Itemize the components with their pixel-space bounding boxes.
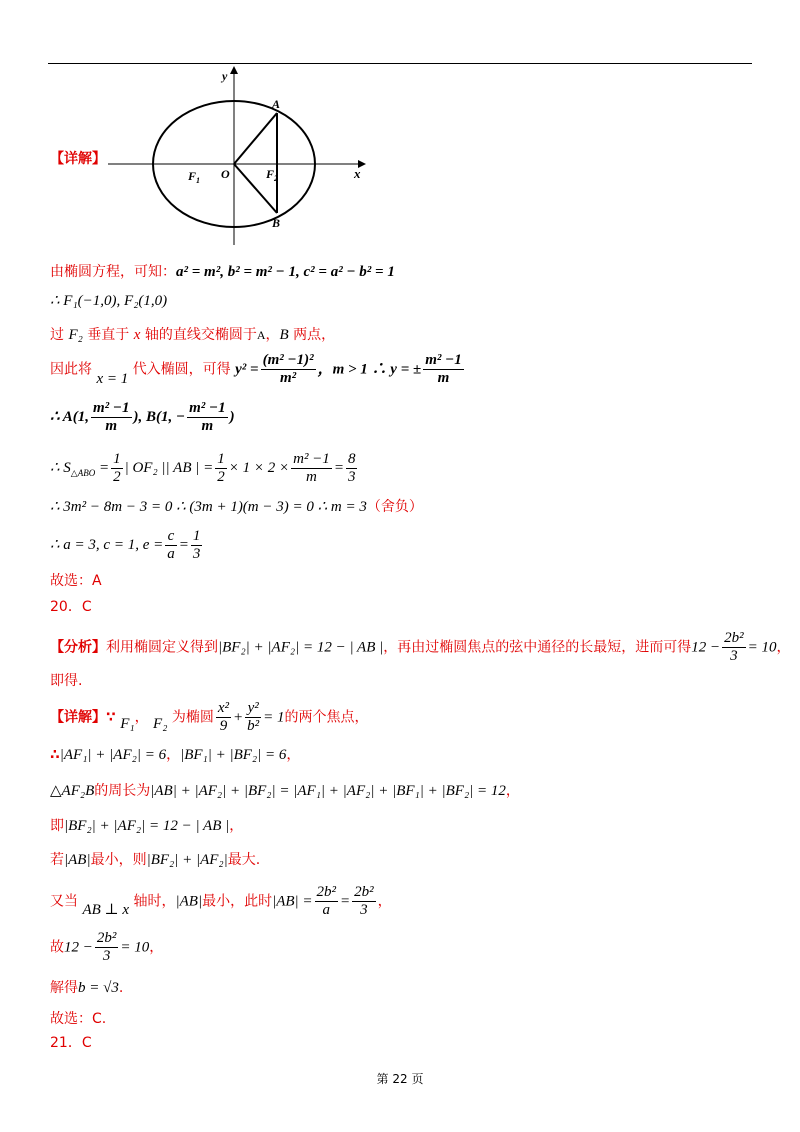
q20-a-text-b: ，再由过椭圆焦点的弦中通径的长最短，进而可得 xyxy=(383,639,692,656)
q20-detail-line-3 xyxy=(50,780,520,800)
q20-d1-frac1: $\frac{\text{x²}}{9}$ xyxy=(217,700,230,734)
q21-number: 21．C xyxy=(50,1035,92,1051)
q19-l5-b: ), B(1, − xyxy=(133,408,186,425)
q19-l4-cond: ，m > 1 ∴ y = ± xyxy=(317,361,422,378)
q19-l6-d: × 1 × 2 × xyxy=(228,459,290,476)
q19-line-6 xyxy=(50,451,359,486)
q19-l3-c: 轴的直线交椭圆于 xyxy=(144,327,257,343)
q19-l6-f4: $\frac{8}{3}$ xyxy=(347,451,356,485)
q20-d6-tail: ， xyxy=(377,893,392,910)
q19-l7-math: ∴ 3m² − 8m − 3 = 0 ∴ (3m + 1)(m − 3) = 0 ∴ m = 3 xyxy=(50,499,367,515)
q19-l8-b: = xyxy=(178,536,189,553)
q19-l6-a: ∴ S xyxy=(50,459,71,476)
q20-detail-line-6 xyxy=(50,884,392,919)
q19-l5-frac1: $\frac{\text{m² −1}}{m}$ xyxy=(93,400,130,434)
q20-d3-text: 的周长为 xyxy=(94,783,151,799)
q20-d7-tail: ， xyxy=(149,939,164,956)
q19-l7-note: （舍负） xyxy=(366,499,423,515)
q20-detail-line-1 xyxy=(50,700,369,735)
q20-d2-sep: ， xyxy=(166,747,181,763)
q20-detail-line-8 xyxy=(50,977,123,997)
q19-l6-f3: $\frac{\text{m² −1}}{m}$ xyxy=(293,451,330,485)
q19-l6-e: = xyxy=(333,459,344,476)
q19-l1-math: a² = m², b² = m² − 1, c² = a² − b² = 1 xyxy=(176,264,395,280)
q20-d5-text-c: 最大. xyxy=(227,852,261,868)
point-b-label: B xyxy=(272,216,281,230)
q20-d1-f2: F₂ xyxy=(153,715,168,732)
q20-d2-tail: ， xyxy=(286,747,301,763)
q20-d8-tail: . xyxy=(118,980,124,996)
q19-line-8 xyxy=(50,528,204,563)
q19-l6-b: = xyxy=(95,459,110,476)
q20-d6-frac1: $\frac{\text{2b²}}{a}$ xyxy=(316,884,337,918)
q19-l6-c: | OF₂ || AB | = xyxy=(124,459,214,476)
origin-label: O xyxy=(221,167,230,181)
q19-l6-f1: $\frac{1}{2}$ xyxy=(113,451,121,485)
q20-d6-math1: AB ⊥ x xyxy=(82,901,130,918)
x-axis-label: x xyxy=(354,166,361,181)
q20-d4-math: |BF₂| + |AF₂| = 12 − | AB | xyxy=(64,818,230,834)
q20-number: 20．C xyxy=(50,599,92,615)
q20-detail-line-7 xyxy=(50,930,163,965)
q19-line-2: ∴ F₁(−1,0), F₂(1,0) xyxy=(50,293,168,309)
q19-l3-pb: B xyxy=(279,327,289,343)
q19-l3-sep: ， xyxy=(265,327,280,343)
q20-d3-math: |AB| + |AF₂| + |BF₂| = |AF₁| + |AF₂| + |BF₁| + |BF₂| = 12 xyxy=(150,783,506,799)
q19-l4-frac2: $\frac{\text{m² −1}}{m}$ xyxy=(425,352,462,386)
q19-line-7 xyxy=(50,496,423,516)
q19-l3-pa: A xyxy=(256,328,266,342)
q19-l3-b: 垂直于 xyxy=(87,327,130,343)
q19-answer: 故选：A xyxy=(50,573,102,589)
point-a-label: A xyxy=(272,97,281,111)
q20-analysis-cont: 即得. xyxy=(50,673,83,689)
q19-l8-a: ∴ a = 3, c = 1, e = xyxy=(50,536,164,553)
page-footer: 第 22 页 xyxy=(376,1072,424,1086)
q19-l8-f2: $\frac{1}{3}$ xyxy=(192,528,201,562)
q20-d2-math1: |AF₁| + |AF₂| = 6 xyxy=(59,747,167,763)
q19-l4-a: 因此将 xyxy=(50,361,92,378)
q19-detail-label: 【详解】 xyxy=(50,151,106,167)
focus-left-label: $F_1$ xyxy=(188,169,201,185)
ellipse-diagram xyxy=(100,60,400,250)
q20-d6-text-b: 轴时， xyxy=(133,893,176,910)
q19-l5-c: ) xyxy=(229,408,235,425)
q20-d5-text-a: 若 xyxy=(50,852,64,868)
q20-a-tail: ， xyxy=(776,639,791,656)
q19-l4-y2: y² = xyxy=(235,361,259,378)
q20-analysis-label: 【分析】 xyxy=(50,639,106,656)
q20-d7-frac: $\frac{\text{2b²}}{3}$ xyxy=(96,930,117,964)
q19-l3-f2: F₂ xyxy=(68,327,83,343)
q20-d3-tail: ， xyxy=(505,783,520,799)
q20-d6-text-c: 最小，此时 xyxy=(202,893,273,910)
q20-a-math2b: = 10 xyxy=(747,639,777,656)
q19-l3-x: x xyxy=(133,327,141,343)
q20-analysis-line xyxy=(50,630,791,665)
q20-d1-eq: = 1 xyxy=(263,709,285,726)
q20-d4-text: 即 xyxy=(50,818,64,834)
q20-d7-text: 故 xyxy=(50,939,64,956)
q19-l8-f1: $\frac{c}{a}$ xyxy=(167,528,175,562)
q20-d8-math: b = √3 xyxy=(78,980,119,996)
q19-l6-sub: △ABO xyxy=(70,467,96,478)
q20-detail-line-5 xyxy=(50,849,260,869)
q20-d1-f1: F₁ xyxy=(120,715,135,732)
q20-a-math1: |BF₂| + |AF₂| = 12 − | AB | xyxy=(218,639,384,656)
q19-l4-frac1: $\frac{\text{(m² −1)²}}{\text{m²}}$ xyxy=(262,352,314,386)
q20-d2-therefore: ∴ xyxy=(50,747,60,763)
q20-a-text-a: 利用椭圆定义得到 xyxy=(106,639,218,656)
q20-d3-tri: △AF₂B xyxy=(50,783,95,799)
q20-d6-math3: |AB| = xyxy=(272,893,313,910)
q19-l3-a: 过 xyxy=(50,327,64,343)
q20-d7-math-a: 12 − xyxy=(64,939,93,956)
q20-d5-text-b: 最小，则 xyxy=(90,852,147,868)
q20-d4-tail: ， xyxy=(229,818,244,834)
q20-d1-plus: + xyxy=(233,709,244,726)
q19-line-1 xyxy=(50,261,395,281)
q20-d5-math2: |BF₂| + |AF₂| xyxy=(146,852,228,868)
q20-d1-text-a: 为椭圆 xyxy=(171,709,214,726)
q20-detail-line-4 xyxy=(50,815,243,835)
q20-d1-sep: ， xyxy=(134,709,149,726)
focus-right-label: $F_2$ xyxy=(266,167,279,183)
q20-d2-math2: |BF₁| + |BF₂| = 6 xyxy=(180,747,287,763)
q19-l3-d: 两点， xyxy=(293,327,336,343)
q19-line-3 xyxy=(50,324,335,344)
q20-d8-text: 解得 xyxy=(50,980,78,996)
q19-l4-b: 代入椭圆，可得 xyxy=(132,361,231,378)
q19-l5-a: ∴ A(1, xyxy=(50,408,89,425)
q20-detail-line-2 xyxy=(50,744,300,764)
q19-line-5 xyxy=(50,400,235,435)
q20-answer: 故选：C. xyxy=(50,1011,107,1027)
q20-d6-math2: |AB| xyxy=(175,893,203,910)
q20-d6-eq: = xyxy=(340,893,351,910)
q19-l4-x1: x = 1 xyxy=(96,370,129,387)
q20-d1-frac2: $\frac{\text{y²}}{\text{b²}}$ xyxy=(247,700,260,734)
q19-l6-f2: $\frac{1}{2}$ xyxy=(217,451,225,485)
y-axis-arrow xyxy=(230,66,238,74)
q20-d1-text-b: 的两个焦点， xyxy=(284,709,369,726)
q20-d7-math-b: = 10 xyxy=(120,939,150,956)
q20-d5-math1: |AB| xyxy=(64,852,91,868)
q20-d6-text-a: 又当 xyxy=(50,893,78,910)
q20-a-math2a: 12 − xyxy=(691,639,721,656)
q20-detail-label: 【详解】∵ xyxy=(50,709,116,726)
q20-d6-frac2: $\frac{\text{2b²}}{3}$ xyxy=(354,884,374,918)
q19-l5-frac2: $\frac{\text{m² −1}}{m}$ xyxy=(189,400,226,434)
q19-line-4 xyxy=(50,352,466,387)
q20-a-frac: $\frac{\text{2b²}}{3}$ xyxy=(724,630,744,664)
segment-oa xyxy=(234,113,277,164)
q19-l1-text: 由椭圆方程，可知： xyxy=(50,264,176,280)
y-axis-label: y xyxy=(222,69,228,83)
